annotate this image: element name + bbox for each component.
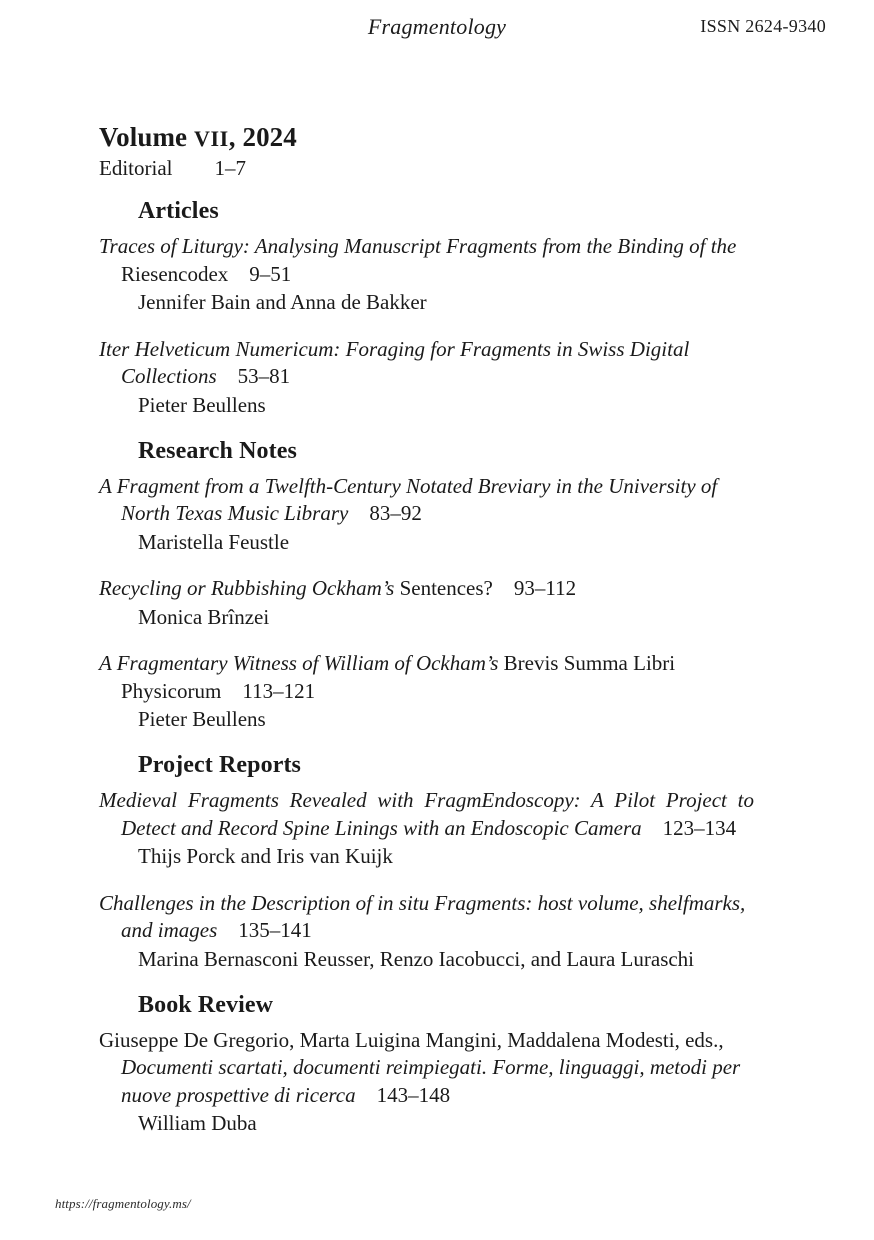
toc-entry[interactable] (99, 787, 754, 870)
entry-authors: Marina Bernasconi Reusser, Renzo Iacobucci, and Laura Luraschi (138, 946, 695, 971)
toc-entry[interactable] (99, 473, 754, 556)
toc-entry[interactable] (99, 890, 754, 973)
entry-title-editors: Giuseppe De Gregorio, Marta Luigina Mangini, Maddalena Modesti, eds., (99, 1027, 724, 1052)
section-heading-research-notes: Research Notes (138, 437, 297, 464)
entry-title[interactable] (99, 1027, 754, 1110)
entry-page-range: 9–51 (228, 261, 292, 286)
entry-authors: Pieter Beullens (138, 392, 266, 417)
section-heading-articles: Articles (138, 198, 219, 225)
entry-page-range: 135–141 (217, 918, 312, 943)
entry-title[interactable] (99, 473, 754, 528)
entry-title[interactable] (99, 787, 754, 842)
entry-page-range: 53–81 (216, 364, 291, 389)
entry-authors: Maristella Feustle (138, 529, 290, 554)
section-heading-project-reports: Project Reports (138, 752, 301, 779)
entry-title-italic: Recycling or Rubbishing Ockham’s (99, 576, 400, 601)
volume-title-prefix: Volume (99, 122, 194, 152)
entry-authors: Pieter Beullens (138, 707, 266, 732)
issn-label: ISSN 2624-9340 (700, 16, 826, 36)
entry-title[interactable] (99, 575, 754, 603)
entry-authors: William Duba (138, 1111, 257, 1136)
journal-title: Fragmentology (367, 14, 507, 39)
toc-entry[interactable] (99, 650, 754, 733)
table-of-contents (99, 122, 754, 1138)
entry-page-range: 113–121 (221, 678, 316, 703)
toc-entry[interactable] (99, 575, 754, 631)
entry-page-range: 83–92 (348, 501, 422, 526)
entry-page-range: 143–148 (355, 1082, 451, 1107)
footer-url[interactable]: https://fragmentology.ms/ (55, 1196, 191, 1211)
entry-title-italic: Traces of Liturgy: Analysing Manuscript Fragments from the Binding of the (99, 234, 737, 259)
entry-title-italic: Medieval Fragments Revealed with FragmEndoscopy: A Pilot Project to Detect and Record Spine Linings with an Endoscopic Camera (99, 788, 754, 840)
entry-authors: Monica Brînzei (138, 604, 270, 629)
volume-roman-numeral: VII (193, 126, 229, 151)
entry-title-roman: Brevis Summa Libri Physicorum (121, 651, 676, 703)
entry-title-italic: Challenges in the Description of in situ Fragments: host volume, shelfmarks, and images (99, 890, 746, 943)
volume-title-suffix: , 2024 (228, 122, 297, 152)
entry-title-italic: A Fragment from a Twelfth-Century Notated Breviary in the University of North Texas Music Library (99, 473, 718, 526)
entry-authors: Thijs Porck and Iris van Kuijk (138, 844, 393, 869)
page-header (0, 14, 874, 44)
entry-authors: Jennifer Bain and Anna de Bakker (138, 290, 427, 315)
entry-title-italic: Iter Helveticum Numericum: Foraging for Fragments in Swiss Digital Collections (99, 336, 690, 389)
entry-title-italic: A Fragmentary Witness of William of Ockham’s (99, 651, 504, 676)
entry-page-range: 123–134 (641, 815, 737, 840)
entry-title[interactable] (99, 336, 754, 391)
section-heading-book-review: Book Review (138, 991, 274, 1018)
toc-entry[interactable] (99, 1027, 754, 1138)
entry-title[interactable] (99, 890, 754, 945)
entry-title-italic: Documenti scartati, documenti reimpiegati. Forme, linguaggi, metodi per nuove prospettive di ricerca (121, 1055, 741, 1107)
editorial-entry[interactable]: Editorial 1–7 (99, 156, 246, 181)
entry-title-roman: Sentences? (399, 576, 493, 601)
entry-page-range: 93–112 (492, 576, 577, 601)
toc-entry[interactable] (99, 336, 754, 419)
entry-title[interactable] (99, 650, 754, 705)
entry-title-roman: Riesencodex (121, 261, 229, 286)
entry-title[interactable] (99, 233, 754, 288)
volume-title (99, 122, 754, 153)
sections-host (99, 198, 754, 1137)
toc-entry[interactable] (99, 233, 754, 316)
